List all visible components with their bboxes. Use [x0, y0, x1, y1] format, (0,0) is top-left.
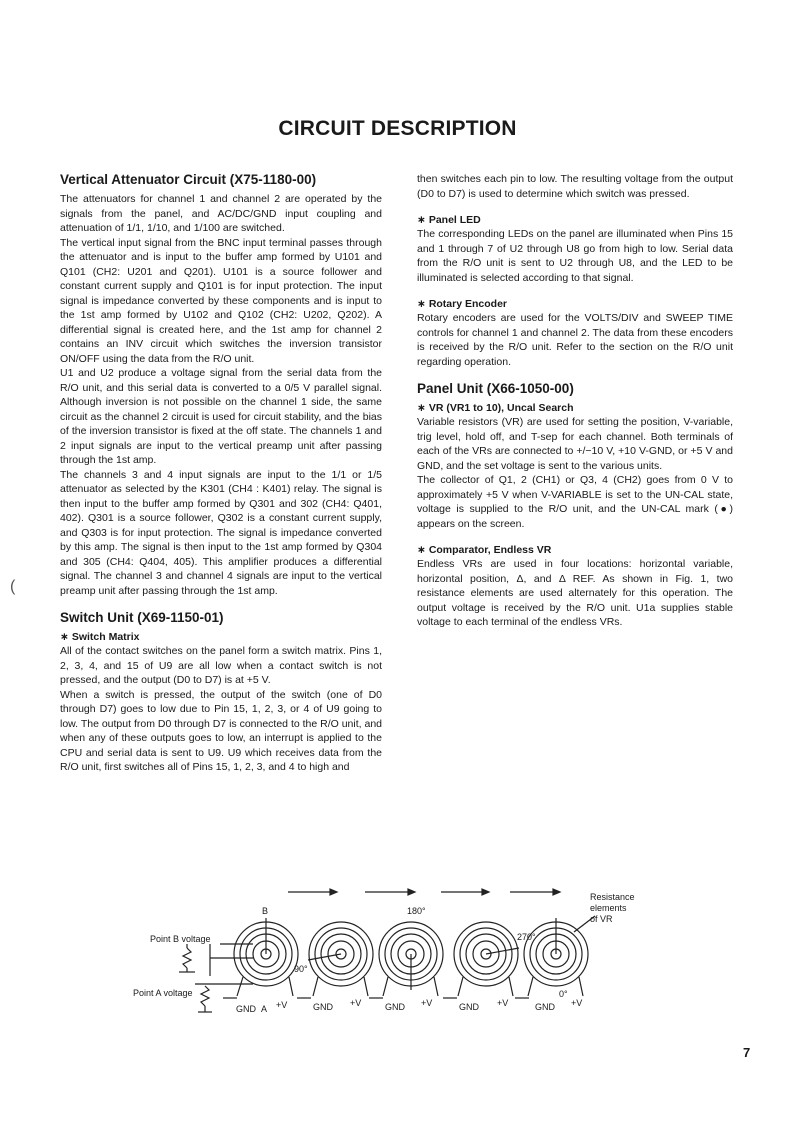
vertical-paragraph-4: The channels 3 and 4 input signals are input to the 1/1 or 1/5 attenuator as selected by the K301 (CH4 : K401) relay. The signal is then input to the buffer amp formed by Q301 and 302 (CH4: Q401, 402). Q301 is a source follower, Q302 is a constant current supply, and Q303 is for input protection. The signal is impedance converted by this amp. The signal is then input to the 1st amp formed by Q304 and 305 (CH4: Q404, 405). This amplifier produces a differential signal. The channel 3 and channel 4 signals are input to the vertical preamp unit after passing through the 1st amp.	[60, 468, 382, 597]
elements-label: elements	[590, 903, 627, 913]
degree-0-label: 0°	[559, 989, 568, 999]
switch-matrix-subheading: ∗ Switch Matrix	[60, 631, 140, 643]
vertical-paragraph-3: U1 and U2 produce a voltage signal from the serial data from the R/O unit, and this serial data is converted to a 0/5 V parallel signal. Although inversion is not possible on the channel 1 side, the same circuit as the channel 2 circuit is used for circuit stability, and the bias of the inversion transistor is fixed at the off state. The channels 1 and 2 input signals are input to the vertical preamp unit after passing through the 1st amp.	[60, 367, 382, 466]
plusv-label-3: +V	[421, 998, 433, 1008]
gnd-label-2: GND	[313, 1002, 333, 1012]
gnd-label-5: GND	[535, 1002, 555, 1012]
page-number: 7	[743, 1045, 751, 1060]
degree-270-label: 270°	[517, 932, 536, 942]
page-title: CIRCUIT DESCRIPTION	[278, 117, 517, 140]
gnd-label-1: GND	[236, 1004, 256, 1014]
resistance-label: Resistance	[590, 892, 635, 902]
switch-unit-heading: Switch Unit (X69-1150-01)	[60, 610, 224, 625]
vr-paragraph-1: Variable resistors (VR) are used for setting the position, V-variable, trig level, hold off, and T-sep for each channel. Both terminals of each of the VRs are connected to +/−10 V, +10 V-GND, or +5 V and GND, and the set voltage is sent to the various units.	[417, 416, 733, 472]
gnd-label-4: GND	[459, 1002, 479, 1012]
degree-180-label: 180°	[407, 906, 426, 916]
comparator-paragraph: Endless VRs are used in four locations: horizontal variable, horizontal position, Δ, and Δ REF. As shown in Fig. 1, two resistance elements are used alternately for this operation. The output voltage is received by the R/O unit. U1a supplies stable voltage to each terminal of the endless VRs.	[417, 558, 733, 628]
plusv-label-1: +V	[276, 1000, 288, 1010]
gnd-label-3: GND	[385, 1002, 405, 1012]
vertical-paragraph-1: The attenuators for channel 1 and channel 2 are operated by the signals from the panel, and AC/DC/GND input coupling and attenuation of 1/1, 1/10, and 1/100 are switched.	[60, 193, 382, 234]
panel-unit-heading: Panel Unit (X66-1050-00)	[417, 381, 574, 396]
vr-paragraph-2: The collector of Q1, 2 (CH1) or Q3, 4 (CH2) goes from 0 V to approximately +5 V when V-VARIABLE is set to the UN-CAL state, voltage is supplied to the R/O unit, and the UN-CAL mark (●) appears on the screen.	[417, 474, 733, 530]
switch-paragraph-1: All of the contact switches on the panel form a switch matrix. Pins 1, 2, 3, 4, and 15 of U9 are all low when a contact switch is not pressed, and the output (D0 to D7) is at +5 V.	[60, 645, 382, 686]
margin-bracket: (	[10, 578, 16, 595]
panel-led-subheading: ∗ Panel LED	[417, 214, 481, 226]
point-b-label: Point B voltage	[150, 934, 211, 944]
plusv-label-2: +V	[350, 998, 362, 1008]
vertical-paragraph-2: The vertical input signal from the BNC input terminal passes through the attenuator and is input to the buffer amp formed by U101 and Q101 (CH2: U201 and Q201). U101 is a source follower and constant current supply and Q101 is for input protection. The input signal is impedance converted by these components and is input to the 1st amp formed by U102 and Q102 (CH2: U202, Q202). A differential signal is created here, and the 1st amp for channel 2 contains an INV circuit which switches the inversion transistor ON/OFF using the data from the R/O unit.	[60, 236, 382, 365]
rotary-encoder-paragraph: Rotary encoders are used for the VOLTS/DIV and SWEEP TIME controls for channel 1 and channel 2. The data from these encoders is received by the R/O unit. Refer to the section on the R/O unit regarding operation.	[417, 312, 733, 368]
panel-led-paragraph: The corresponding LEDs on the panel are illuminated when Pins 15 and 1 through 7 of U2 through U8 go from high to low. Serial data from the R/O unit is sent to U2 through U8, and the LED to be illuminated is selected according to that signal.	[417, 228, 733, 284]
switch-paragraph-2: When a switch is pressed, the output of the switch (one of D0 through D7) goes to low due to Pin 15, 1, 2, 3, or 4 of U9 going to low. The output from D0 through D7 is connected to the R/O unit, and when any of these outputs goes to low, an interrupt is applied to the CPU and serial data is sent to U9. U9 which receives data from the R/O unit, first switches all of Pins 15, 1, 2, 3, and 4 to high and	[60, 688, 382, 773]
degree-90-label: 90°	[294, 964, 308, 974]
label-a: A	[261, 1004, 268, 1014]
vr-subheading: ∗ VR (VR1 to 10), Uncal Search	[417, 402, 574, 414]
endless-vr-figure	[125, 878, 655, 1028]
vertical-attenuator-heading: Vertical Attenuator Circuit (X75-1180-00)	[60, 172, 317, 187]
plusv-label-4: +V	[497, 998, 509, 1008]
of-vr-label: of VR	[590, 914, 613, 924]
switch-continued-paragraph: then switches each pin to low. The resulting voltage from the output (D0 to D7) is used to determine which switch was pressed.	[417, 173, 733, 200]
label-b: B	[262, 906, 269, 916]
right-column	[417, 172, 733, 630]
plusv-label-5: +V	[571, 998, 583, 1008]
rotary-encoder-subheading: ∗ Rotary Encoder	[417, 298, 507, 310]
point-a-label: Point A voltage	[133, 988, 193, 998]
comparator-subheading: ∗ Comparator, Endless VR	[417, 544, 552, 556]
left-column	[60, 172, 382, 775]
